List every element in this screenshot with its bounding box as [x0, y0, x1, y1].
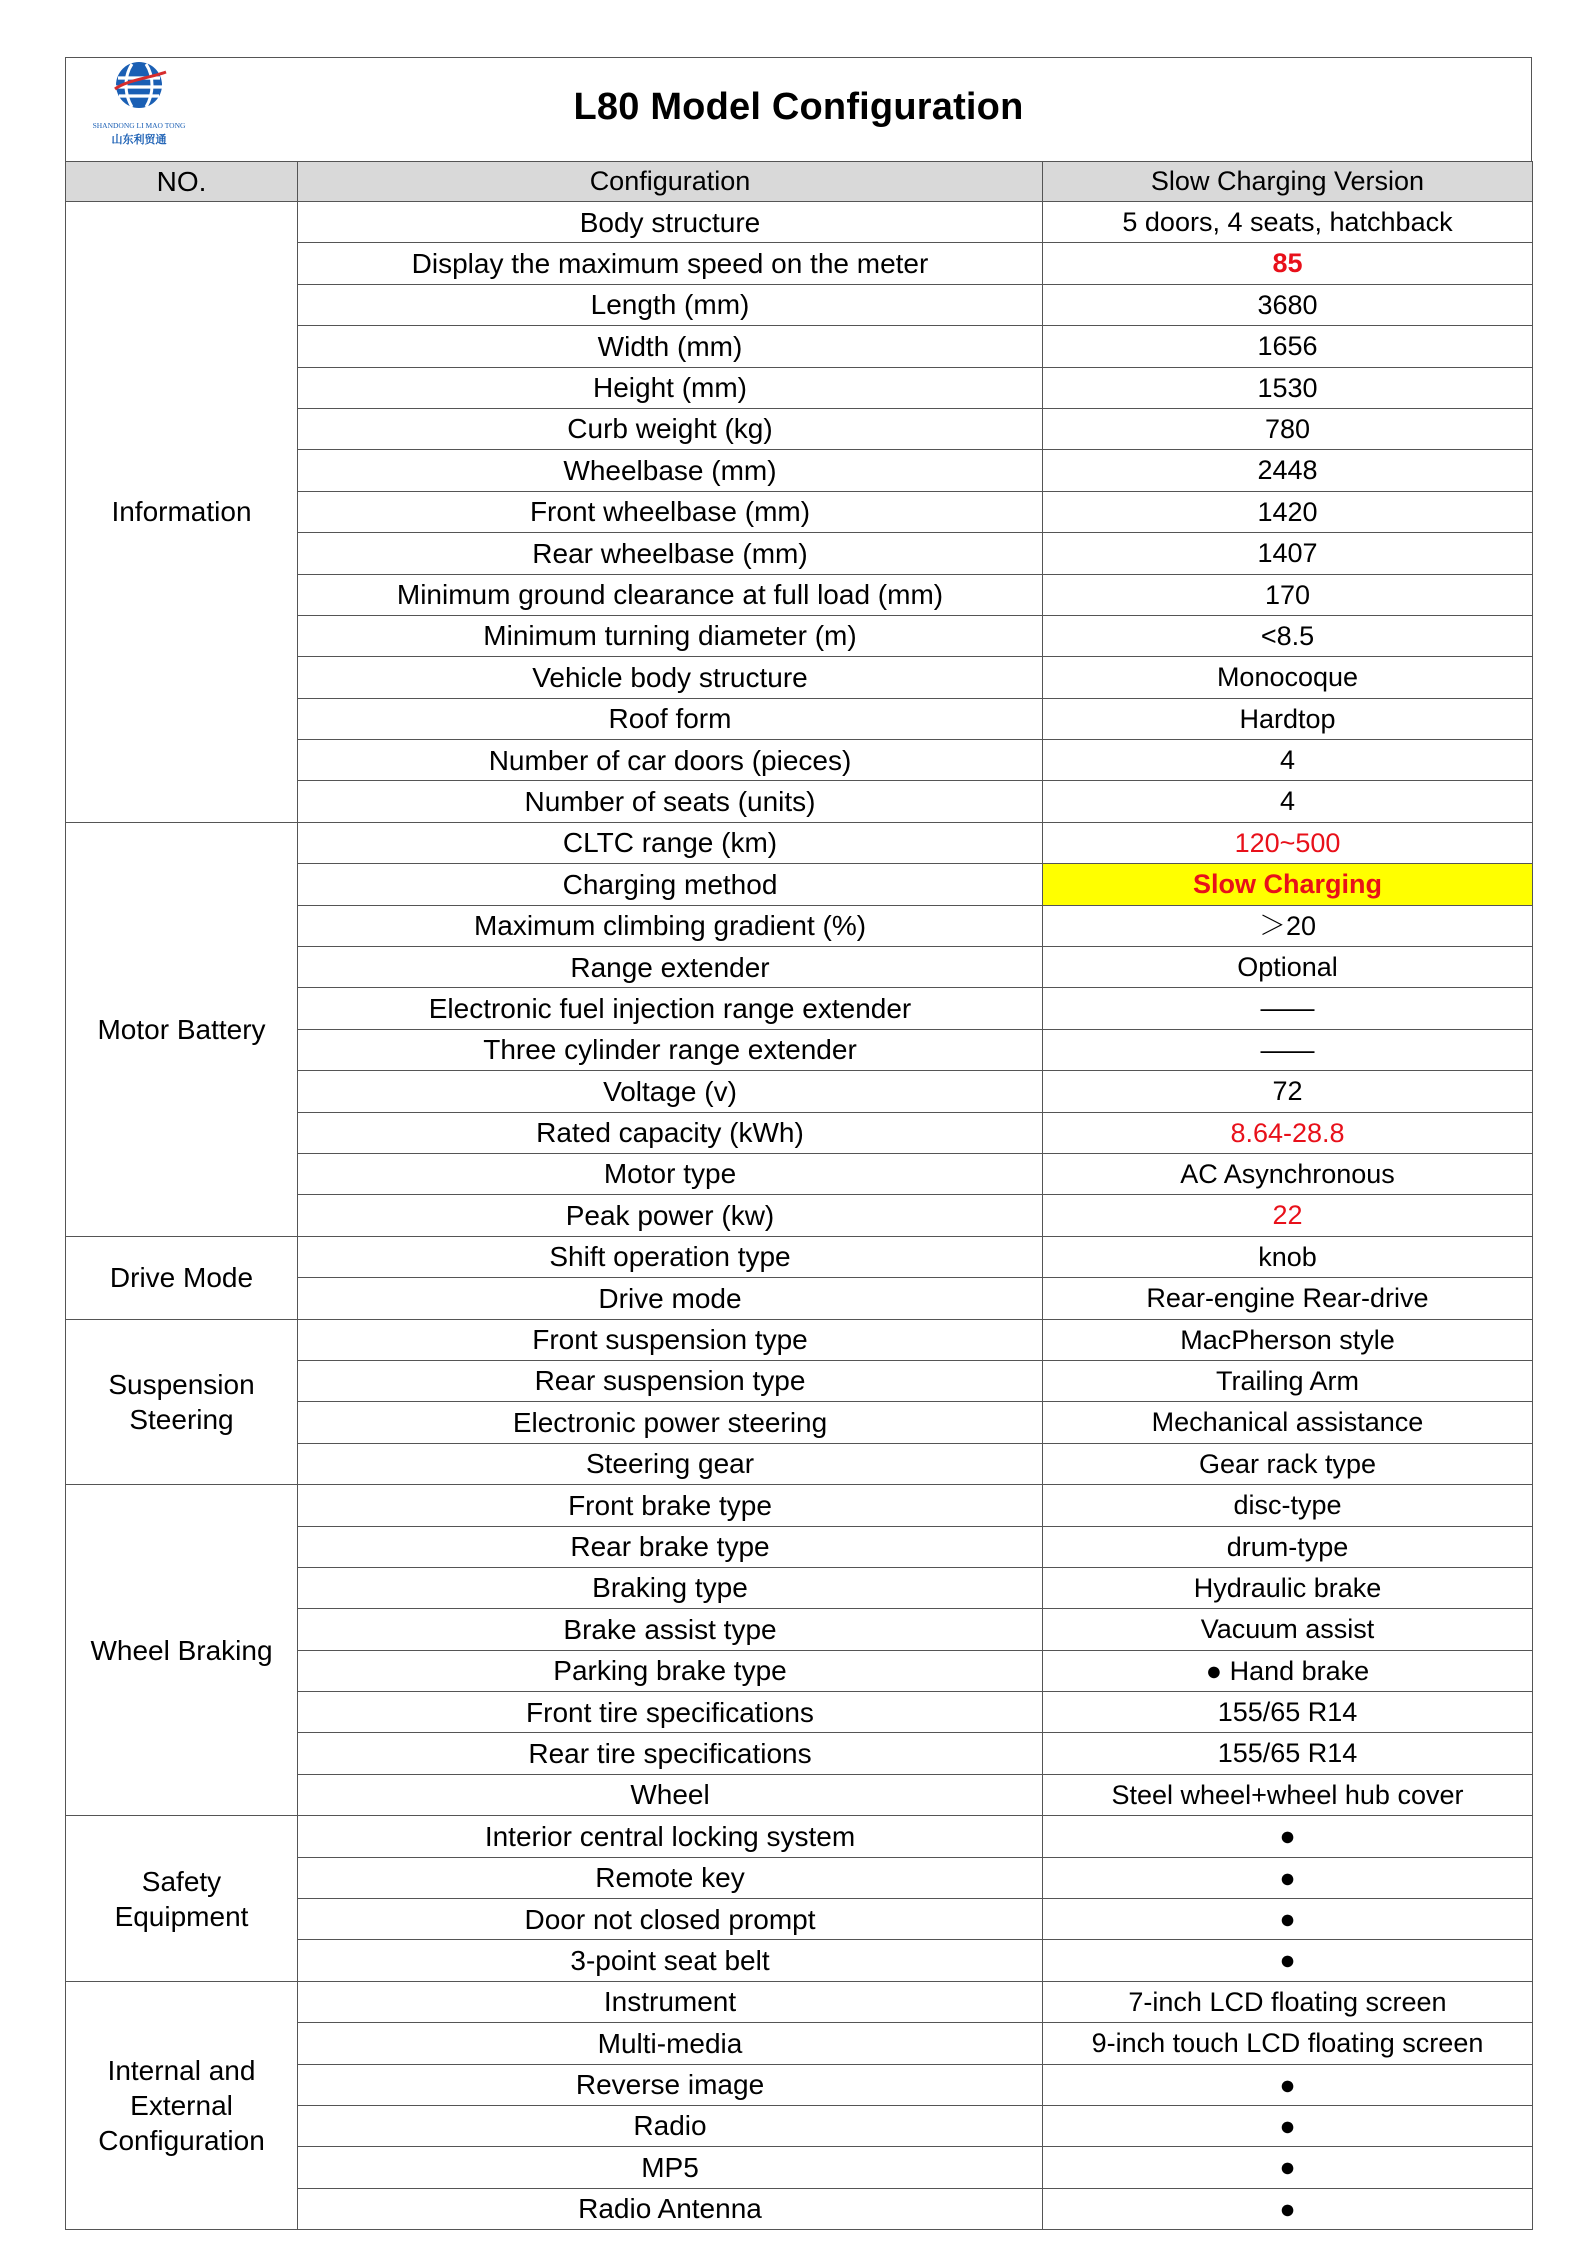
table-row [66, 202, 1533, 243]
config-item-cell: Maximum climbing gradient (%) [298, 905, 1043, 946]
config-value-cell: 155/65 R14 [1043, 1733, 1533, 1774]
category-cell: Wheel Braking [66, 1485, 298, 1816]
category-cell: Information [66, 202, 298, 823]
config-value-cell: 3680 [1043, 284, 1533, 325]
config-value-cell: Hardtop [1043, 698, 1533, 739]
config-value-cell: Trailing Arm [1043, 1360, 1533, 1401]
config-value-cell: 1407 [1043, 533, 1533, 574]
svg-text:山东利贸通: 山东利贸通 [111, 133, 167, 146]
config-value-cell: 1530 [1043, 367, 1533, 408]
table-row [66, 1981, 1533, 2022]
config-value-cell: 780 [1043, 408, 1533, 449]
config-item-cell: Vehicle body structure [298, 657, 1043, 698]
config-value-cell: 85 [1043, 243, 1533, 284]
config-value-cell: ● [1043, 2064, 1533, 2105]
config-item-cell: Front wheelbase (mm) [298, 491, 1043, 532]
category-cell: Safety Equipment [66, 1816, 298, 1982]
config-value-cell: ● [1043, 1899, 1533, 1940]
config-item-cell: Wheel [298, 1774, 1043, 1815]
svg-text:SHANDONG LI MAO TONG: SHANDONG LI MAO TONG [92, 121, 186, 130]
config-value-cell: ● Hand brake [1043, 1650, 1533, 1691]
config-item-cell: Radio Antenna [298, 2188, 1043, 2229]
config-value-cell: Steel wheel+wheel hub cover [1043, 1774, 1533, 1815]
config-value-cell: ● [1043, 2147, 1533, 2188]
config-item-cell: Electronic power steering [298, 1402, 1043, 1443]
config-value-cell: 7-inch LCD floating screen [1043, 1981, 1533, 2022]
configuration-table [65, 161, 1533, 2230]
config-value-cell: ● [1043, 1816, 1533, 1857]
table-row [66, 1236, 1533, 1277]
config-value-cell: —— [1043, 1029, 1533, 1070]
document-title: L80 Model Configuration [573, 86, 1024, 128]
config-item-cell: Instrument [298, 1981, 1043, 2022]
config-item-cell: Radio [298, 2105, 1043, 2146]
config-item-cell: Rear suspension type [298, 1360, 1043, 1401]
config-value-cell: Rear-engine Rear-drive [1043, 1278, 1533, 1319]
config-item-cell: Charging method [298, 864, 1043, 905]
config-value-cell: MacPherson style [1043, 1319, 1533, 1360]
table-row [66, 1816, 1533, 1857]
config-value-cell: ● [1043, 1940, 1533, 1981]
config-item-cell: MP5 [298, 2147, 1043, 2188]
title-header [65, 57, 1532, 161]
header-version: Slow Charging Version [1043, 162, 1533, 202]
config-item-cell: Width (mm) [298, 326, 1043, 367]
config-item-cell: Multi-media [298, 2023, 1043, 2064]
config-item-cell: Peak power (kw) [298, 1195, 1043, 1236]
config-item-cell: Front brake type [298, 1485, 1043, 1526]
config-item-cell: Number of car doors (pieces) [298, 740, 1043, 781]
config-item-cell: Rear wheelbase (mm) [298, 533, 1043, 574]
config-item-cell: Three cylinder range extender [298, 1029, 1043, 1070]
config-value-cell: 8.64-28.8 [1043, 1112, 1533, 1153]
config-value-cell: Mechanical assistance [1043, 1402, 1533, 1443]
config-value-cell: 155/65 R14 [1043, 1692, 1533, 1733]
config-item-cell: Rated capacity (kWh) [298, 1112, 1043, 1153]
table-row [66, 822, 1533, 863]
config-item-cell: Display the maximum speed on the meter [298, 243, 1043, 284]
config-item-cell: Range extender [298, 947, 1043, 988]
config-item-cell: Parking brake type [298, 1650, 1043, 1691]
config-value-cell: 120~500 [1043, 822, 1533, 863]
config-value-cell: <8.5 [1043, 615, 1533, 656]
config-item-cell: Voltage (v) [298, 1071, 1043, 1112]
config-value-cell: Hydraulic brake [1043, 1567, 1533, 1608]
config-item-cell: Minimum turning diameter (m) [298, 615, 1043, 656]
category-cell: Internal and External Configuration [66, 1981, 298, 2229]
config-value-cell: Monocoque [1043, 657, 1533, 698]
config-value-cell: ● [1043, 1857, 1533, 1898]
config-value-cell: AC Asynchronous [1043, 1153, 1533, 1194]
config-item-cell: Remote key [298, 1857, 1043, 1898]
config-value-cell: 9-inch touch LCD floating screen [1043, 2023, 1533, 2064]
config-item-cell: Electronic fuel injection range extender [298, 988, 1043, 1029]
config-item-cell: Length (mm) [298, 284, 1043, 325]
config-value-cell: knob [1043, 1236, 1533, 1277]
config-item-cell: Curb weight (kg) [298, 408, 1043, 449]
category-cell: Drive Mode [66, 1236, 298, 1319]
config-sheet [65, 57, 1532, 2230]
category-cell: Motor Battery [66, 822, 298, 1236]
config-item-cell: Height (mm) [298, 367, 1043, 408]
table-header-row [66, 162, 1533, 202]
config-value-cell: Optional [1043, 947, 1533, 988]
config-value-cell: Vacuum assist [1043, 1609, 1533, 1650]
table-body [66, 202, 1533, 2230]
header-no: NO. [66, 162, 298, 202]
config-item-cell: Shift operation type [298, 1236, 1043, 1277]
config-item-cell: Front tire specifications [298, 1692, 1043, 1733]
config-value-cell: 22 [1043, 1195, 1533, 1236]
config-value-cell: 4 [1043, 781, 1533, 822]
config-item-cell: Drive mode [298, 1278, 1043, 1319]
config-value-cell: ● [1043, 2105, 1533, 2146]
config-value-cell: disc-type [1043, 1485, 1533, 1526]
config-item-cell: Interior central locking system [298, 1816, 1043, 1857]
config-item-cell: Rear brake type [298, 1526, 1043, 1567]
category-cell: Suspension Steering [66, 1319, 298, 1485]
config-value-cell: 5 doors, 4 seats, hatchback [1043, 202, 1533, 243]
config-value-cell: Slow Charging [1043, 864, 1533, 905]
config-value-cell: —— [1043, 988, 1533, 1029]
config-value-cell: ＞20 [1043, 905, 1533, 946]
table-row [66, 1485, 1533, 1526]
config-item-cell: Roof form [298, 698, 1043, 739]
config-item-cell: Steering gear [298, 1443, 1043, 1484]
header-configuration: Configuration [298, 162, 1043, 202]
config-value-cell: 170 [1043, 574, 1533, 615]
config-value-cell: Gear rack type [1043, 1443, 1533, 1484]
config-item-cell: Minimum ground clearance at full load (mm) [298, 574, 1043, 615]
config-item-cell: Door not closed prompt [298, 1899, 1043, 1940]
config-item-cell: Rear tire specifications [298, 1733, 1043, 1774]
config-value-cell: ● [1043, 2188, 1533, 2229]
config-item-cell: Front suspension type [298, 1319, 1043, 1360]
config-item-cell: Body structure [298, 202, 1043, 243]
config-value-cell: 1420 [1043, 491, 1533, 532]
config-item-cell: Braking type [298, 1567, 1043, 1608]
config-item-cell: 3-point seat belt [298, 1940, 1043, 1981]
table-row [66, 1319, 1533, 1360]
config-item-cell: CLTC range (km) [298, 822, 1043, 863]
config-value-cell: 1656 [1043, 326, 1533, 367]
config-value-cell: 2448 [1043, 450, 1533, 491]
config-item-cell: Wheelbase (mm) [298, 450, 1043, 491]
config-value-cell: 72 [1043, 1071, 1533, 1112]
config-item-cell: Motor type [298, 1153, 1043, 1194]
config-item-cell: Number of seats (units) [298, 781, 1043, 822]
config-item-cell: Reverse image [298, 2064, 1043, 2105]
config-value-cell: drum-type [1043, 1526, 1533, 1567]
config-value-cell: 4 [1043, 740, 1533, 781]
config-item-cell: Brake assist type [298, 1609, 1043, 1650]
